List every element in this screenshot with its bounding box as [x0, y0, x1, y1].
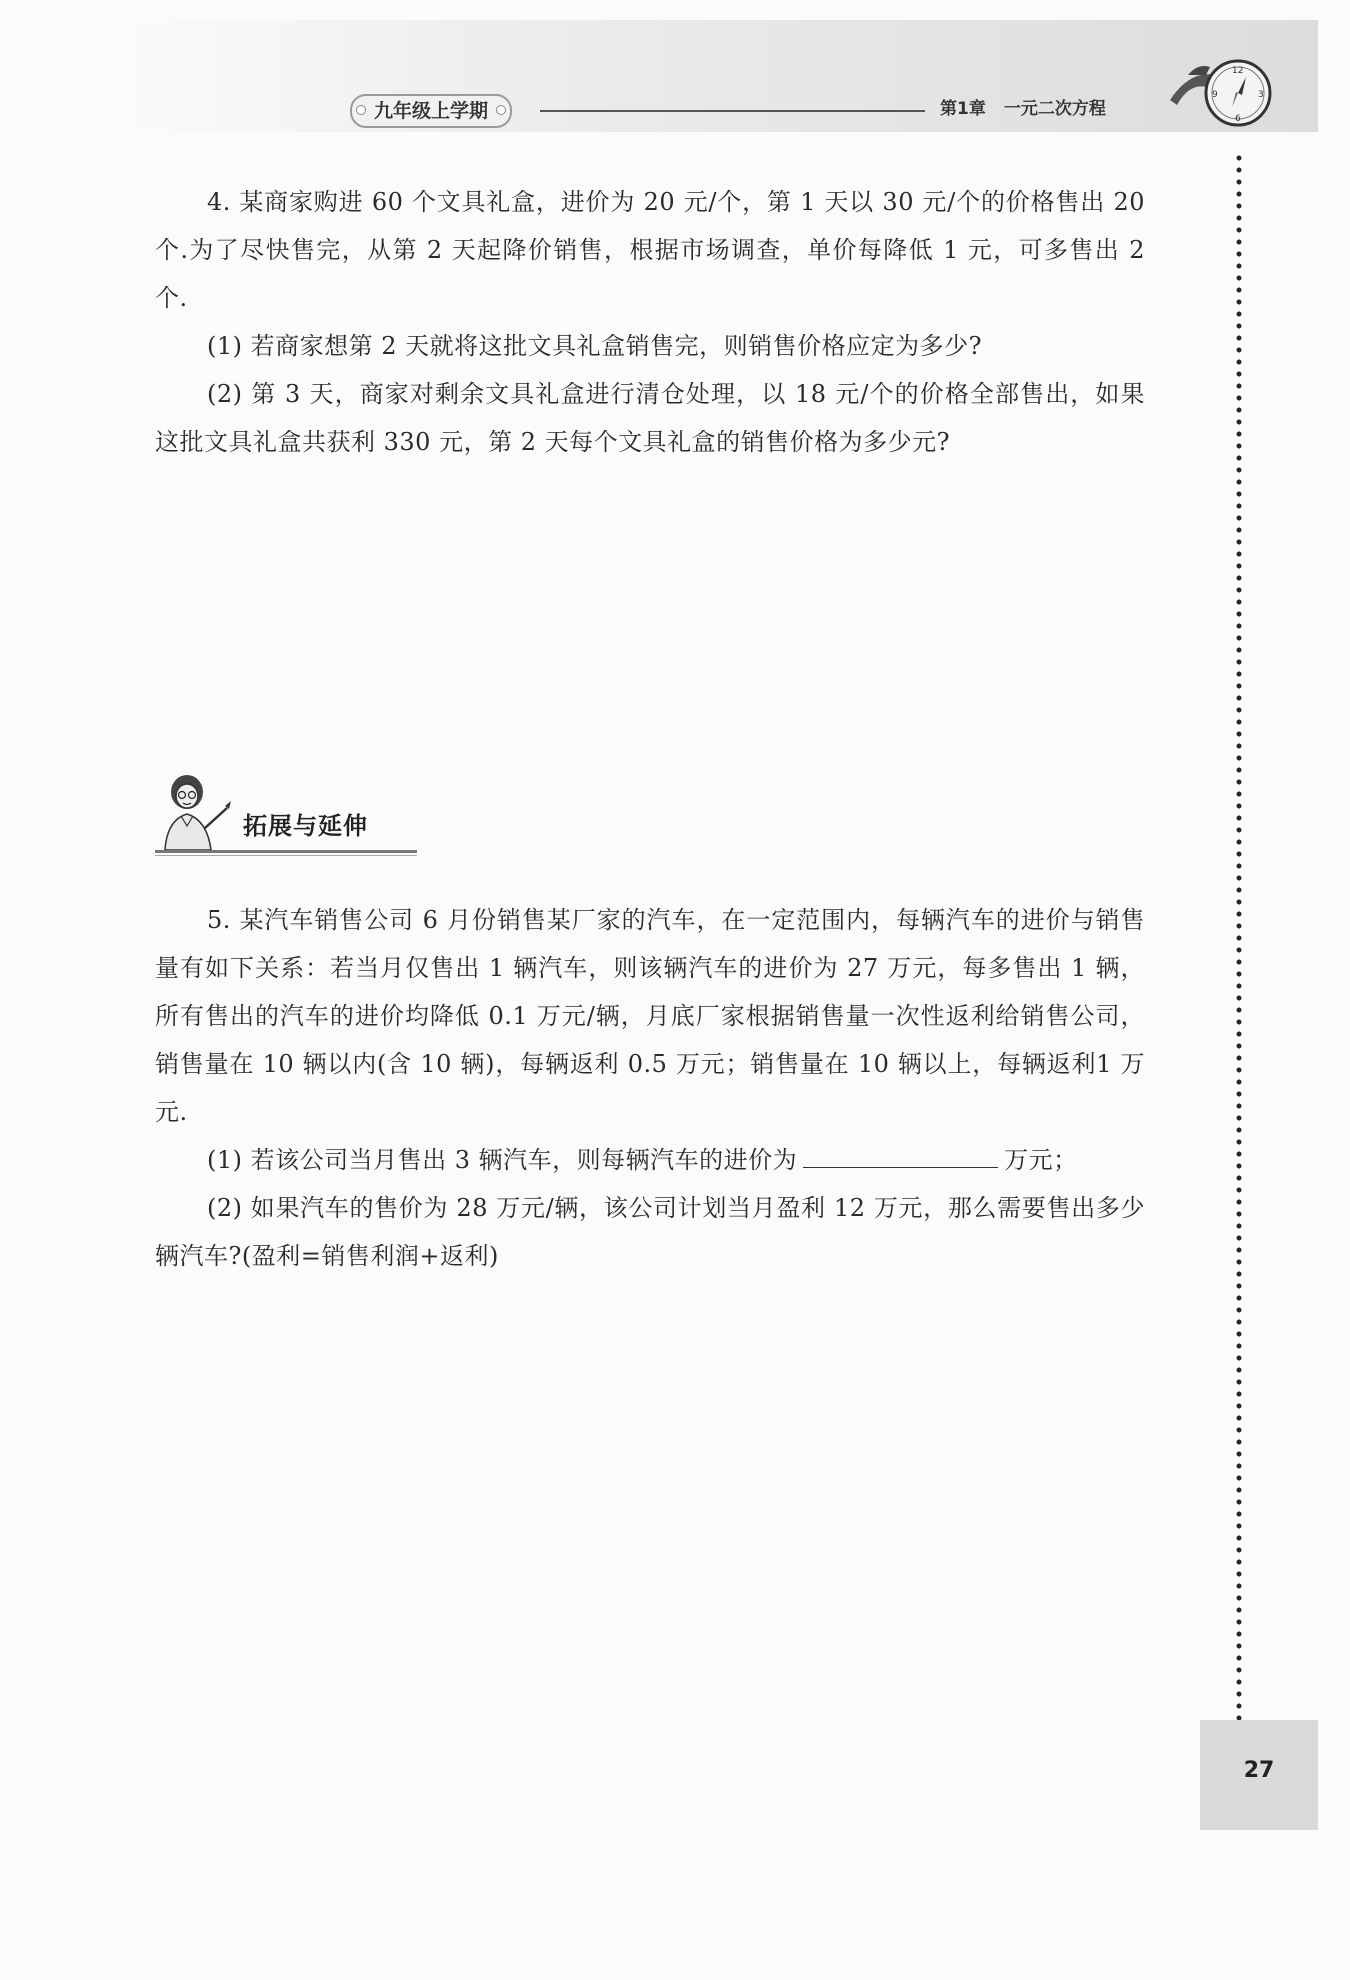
problem5-q1-unit: 万元；: [1004, 1146, 1078, 1174]
pill-dot-left: [356, 105, 366, 115]
pill-dot-right: [496, 105, 506, 115]
svg-text:9: 9: [1212, 90, 1218, 100]
section-header: [155, 770, 417, 860]
chapter-label: [940, 94, 1124, 119]
answer-blank[interactable]: [803, 1141, 998, 1168]
problem5-q1: [155, 1136, 1145, 1184]
header-band: [118, 20, 1318, 132]
problem5-q2: (2) 如果汽车的售价为 28 万元/辆，该公司计划当月盈利 12 万元，那么需要售出多少辆汽车?(盈利=销售利润+返利): [155, 1194, 1145, 1270]
svg-text:12: 12: [1232, 66, 1244, 76]
dotted-margin-line: [1236, 152, 1242, 1722]
chapter-title: 一元二次方程: [1003, 99, 1106, 119]
svg-text:3: 3: [1258, 90, 1264, 100]
section-underline: [155, 850, 417, 853]
problem5-stem: 5. 某汽车销售公司 6 月份销售某厂家的汽车，在一定范围内，每辆汽车的进价与销售量有如下关系：若当月仅售出 1 辆汽车，则该辆汽车的进价为 27 万元，每多售出 1 辆，所有售出的汽车的进价均降低 0.1 万元/辆，月底厂家根据销售量一次性返利给销售公司，销售量在 10 辆以内(含 10 辆)，每辆返利 0.5 万元；销售量在 10 辆以上，每辆返利1 万元.: [155, 906, 1145, 1126]
problem4-q1: (1) 若商家想第 2 天就将这批文具礼盒销售完，则销售价格应定为多少?: [207, 332, 983, 360]
problem4-q2: (2) 第 3 天，商家对剩余文具礼盒进行清仓处理，以 18 元/个的价格全部售出，如果这批文具礼盒共获利 330 元，第 2 天每个文具礼盒的销售价格为多少元?: [155, 380, 1145, 456]
section-underline-thin: [155, 855, 417, 856]
teacher-icon: [155, 770, 235, 852]
chapter-number: 第1章: [940, 99, 986, 119]
header-rule: [540, 110, 925, 112]
problem4-stem: 4. 某商家购进 60 个文具礼盒，进价为 20 元/个，第 1 天以 30 元/个的价格售出 20 个.为了尽快售完，从第 2 天起降价销售，根据市场调查，单价每降低 1 元，可多售出 2 个.: [155, 188, 1145, 312]
running-clock-logo-icon: [1160, 45, 1280, 135]
svg-text:6: 6: [1235, 114, 1241, 124]
page-number: 27: [1243, 1758, 1275, 1783]
section-title: 拓展与延伸: [243, 812, 368, 840]
problem5-q1-text: (1) 若该公司当月售出 3 辆汽车，则每辆汽车的进价为: [207, 1146, 798, 1174]
page-number-tab: [1200, 1720, 1318, 1830]
grade-text: 九年级上学期: [374, 100, 489, 122]
grade-label: [350, 94, 512, 128]
